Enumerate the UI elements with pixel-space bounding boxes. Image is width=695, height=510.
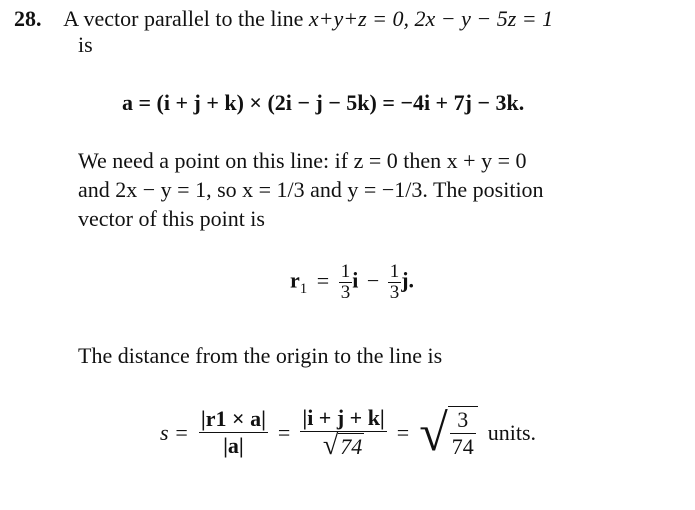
distance-equation xyxy=(160,405,536,460)
position-vector-subscript: 1 xyxy=(299,280,308,297)
cross-product-equation-text: a = (i + j + k) × (2i − j − 5k) = −4i + 7j − 3k. xyxy=(122,90,525,115)
problem-statement-equation: x+y+z = 0, 2x − y − 5z = 1 xyxy=(308,6,554,31)
problem-statement-prefix: A vector parallel to the line xyxy=(63,6,309,31)
paragraph-1-line-1: We need a point on this line: if z = 0 then x + y = 0 xyxy=(78,148,527,173)
distance-fraction-2 xyxy=(300,405,386,460)
fraction-numerator: |i + j + k| xyxy=(302,405,385,430)
fraction-denominator: 3 xyxy=(389,282,400,303)
position-vector-equation xyxy=(290,262,414,303)
fraction-numerator: 1 xyxy=(389,261,400,282)
paragraph-1-line-2: and 2x − y = 1, so x = 1/3 and y = −1/3. The position xyxy=(78,177,544,202)
sqrt-icon: √ xyxy=(419,404,448,462)
fraction-denominator xyxy=(300,431,386,460)
fraction-numerator: 3 xyxy=(457,406,469,432)
cross-product-equation xyxy=(122,90,524,116)
position-vector-symbol: r xyxy=(290,267,300,293)
distance-fraction-3 xyxy=(450,407,476,460)
equals-sign: = xyxy=(396,419,410,445)
unit-vector-j: j. xyxy=(401,267,415,293)
fraction-denominator: 3 xyxy=(340,282,351,303)
fraction-denominator: 74 xyxy=(451,433,474,459)
sqrt-body xyxy=(448,406,478,460)
square-root-expression xyxy=(419,406,478,460)
fraction-one-third-a xyxy=(339,262,353,303)
paragraph-2: The distance from the origin to the line is xyxy=(78,343,443,368)
equals-sign: = xyxy=(316,267,330,293)
equals-sign: = xyxy=(277,419,291,445)
sqrt-argument: 74 xyxy=(340,434,363,459)
unit-vector-i: i xyxy=(352,267,359,293)
distance-lhs: s = xyxy=(160,419,189,445)
fraction-numerator: 1 xyxy=(340,261,351,282)
problem-number: 28. xyxy=(14,6,42,31)
minus-sign: − xyxy=(366,267,380,293)
fraction-one-third-b xyxy=(388,262,402,303)
sqrt-icon: √ xyxy=(322,430,339,461)
units-label: units. xyxy=(487,419,537,445)
fraction-numerator: |r1 × a| xyxy=(200,406,266,431)
paragraph-1-line-3: vector of this point is xyxy=(78,206,265,231)
problem-first-line xyxy=(14,6,553,32)
problem-statement-continuation: is xyxy=(78,32,93,57)
distance-fraction-1 xyxy=(199,406,268,459)
fraction-denominator: |a| xyxy=(199,432,268,459)
